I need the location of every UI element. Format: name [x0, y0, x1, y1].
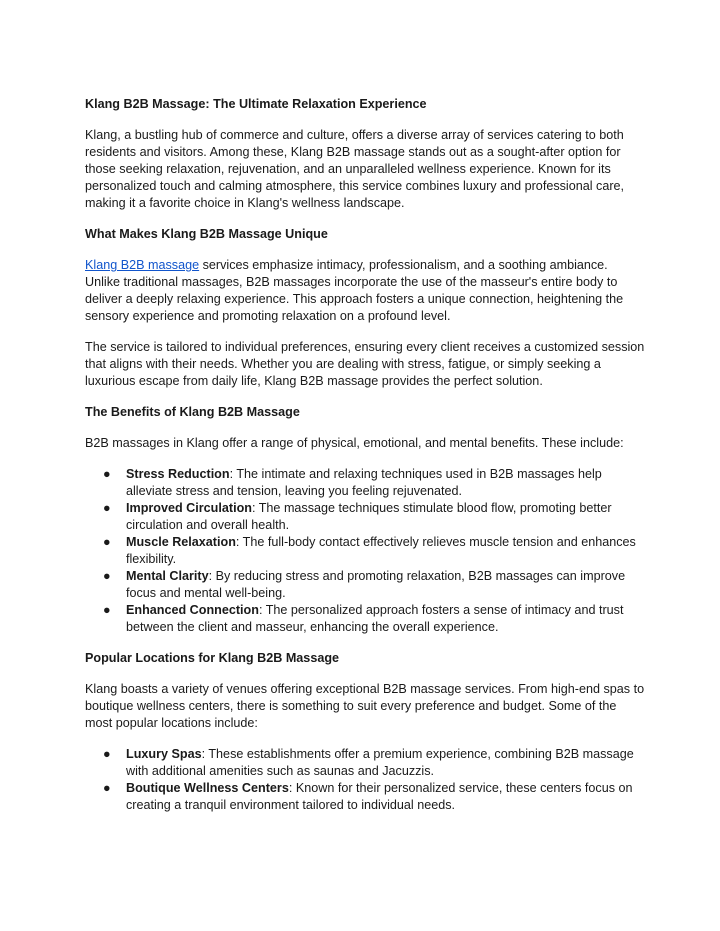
intro-paragraph: Klang, a bustling hub of commerce and culture, offers a diverse array of services catering to both residents and visitors. Among these, Klang B2B massage stands out as a sought-after option for those seeking relaxation, rejuvenation, and an unparalleled wellness experience. Known for its personalized touch and calming atmosphere, this service combines luxury and professional care, making it a favorite choice in Klang's wellness landscape.: [85, 128, 625, 210]
bullet-icon: ●: [103, 781, 111, 795]
list-item-text: : The personalized approach fosters a sense of intimacy and trust between the client and masseur, enhancing the overall experience.: [126, 603, 624, 634]
list-item: [85, 746, 645, 780]
benefits-intro: B2B massages in Klang offer a range of physical, emotional, and mental benefits. These include:: [85, 436, 624, 450]
list-item-text: : By reducing stress and promoting relaxation, B2B massages can improve focus and mental well-being.: [126, 569, 626, 600]
unique-paragraph-2: The service is tailored to individual preferences, ensuring every client receives a customized session that aligns with their needs. Whether you are dealing with stress, fatigue, or simply seeking a luxurious escape from daily life, Klang B2B massage provides the perfect solution.: [85, 340, 645, 388]
list-item-text: : The massage techniques stimulate blood flow, promoting better circulation and overall health.: [126, 501, 612, 532]
list-item-term: Mental Clarity: [126, 569, 209, 583]
list-item-term: Boutique Wellness Centers: [126, 781, 289, 795]
list-item: [85, 780, 645, 814]
bullet-icon: ●: [103, 501, 111, 515]
bullet-icon: ●: [103, 603, 111, 617]
list-item: [85, 534, 645, 568]
klang-b2b-massage-link[interactable]: Klang B2B massage: [85, 258, 200, 272]
list-item-text: : The full-body contact effectively relieves muscle tension and enhances flexibility.: [126, 535, 636, 566]
benefits-list: [85, 466, 645, 636]
section-heading-locations: Popular Locations for Klang B2B Massage: [85, 651, 340, 665]
list-item-term: Improved Circulation: [126, 501, 252, 515]
unique-paragraph-1: [85, 257, 645, 325]
bullet-icon: ●: [103, 467, 111, 481]
list-item: [85, 466, 645, 500]
list-item-text: : The intimate and relaxing techniques used in B2B massages help alleviate stress and tension, leaving you feeling rejuvenated.: [126, 467, 602, 498]
document-page: [85, 96, 645, 814]
unique-paragraph-1-text: services emphasize intimacy, professionalism, and a soothing ambiance. Unlike traditional massages, B2B massages incorporate the use of the masseur's entire body to deliver a deeply relaxing experience. This approach fosters a unique connection, heightening the sensory experience and promoting relaxation on a profound level.: [85, 258, 624, 323]
bullet-icon: ●: [103, 569, 111, 583]
section-heading-benefits: The Benefits of Klang B2B Massage: [85, 405, 300, 419]
list-item-term: Muscle Relaxation: [126, 535, 236, 549]
list-item: [85, 568, 645, 602]
list-item: [85, 500, 645, 534]
list-item: [85, 602, 645, 636]
locations-intro: Klang boasts a variety of venues offering exceptional B2B massage services. From high-end spas to boutique wellness centers, there is something to suit every preference and budget. Some of the most popular locations include:: [85, 682, 645, 730]
section-heading-unique: What Makes Klang B2B Massage Unique: [85, 227, 328, 241]
list-item-text: : Known for their personalized service, these centers focus on creating a tranquil environment tailored to individual needs.: [126, 781, 633, 812]
bullet-icon: ●: [103, 747, 111, 761]
list-item-term: Enhanced Connection: [126, 603, 259, 617]
bullet-icon: ●: [103, 535, 111, 549]
list-item-text: : These establishments offer a premium experience, combining B2B massage with additional amenities such as saunas and Jacuzzis.: [126, 747, 634, 778]
list-item-term: Stress Reduction: [126, 467, 230, 481]
locations-list: [85, 746, 645, 814]
document-title: Klang B2B Massage: The Ultimate Relaxation Experience: [85, 97, 427, 111]
list-item-term: Luxury Spas: [126, 747, 202, 761]
